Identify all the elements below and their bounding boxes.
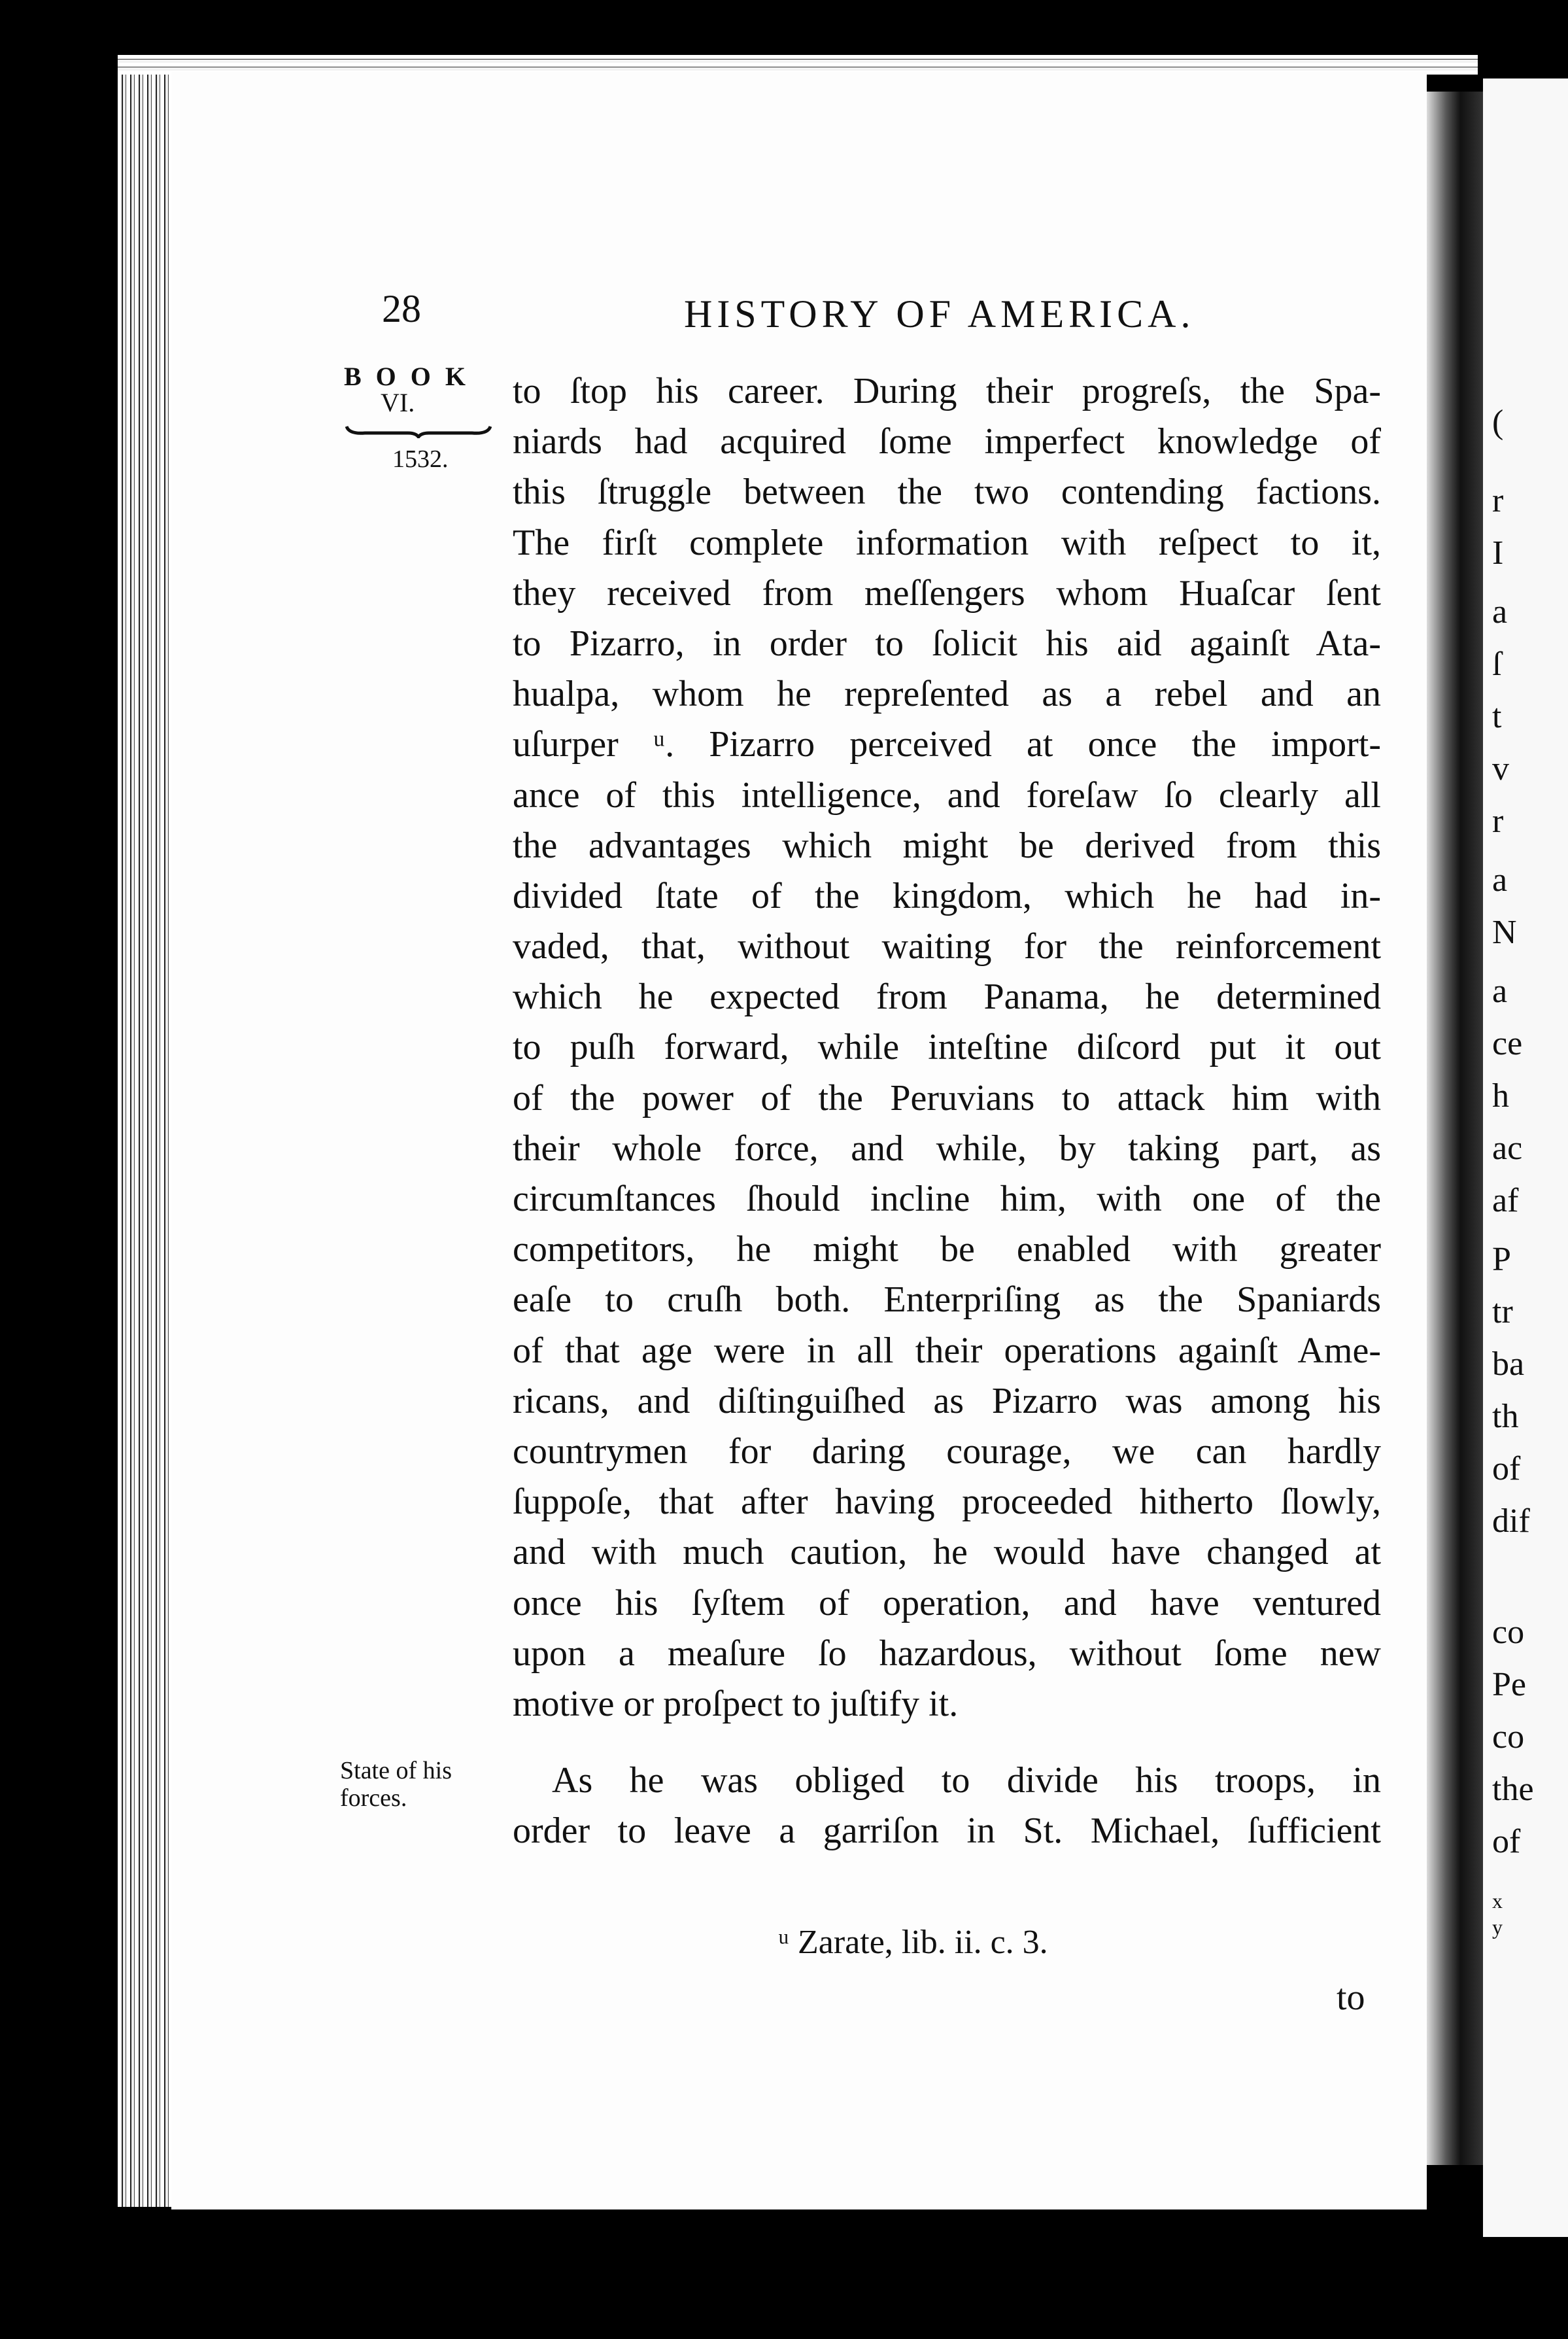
facing-page-fragment-text: Pe bbox=[1492, 1666, 1526, 1703]
second-paragraph bbox=[513, 1756, 1381, 1856]
facing-page-fragment-text: I bbox=[1492, 534, 1504, 572]
book-gutter bbox=[1427, 92, 1483, 2165]
facing-page-fragment-text: of bbox=[1492, 1450, 1521, 1487]
text-line: this ſtruggle between the two contending factions. bbox=[513, 472, 1381, 513]
text-line: and with much caution, he would have changed at bbox=[513, 1532, 1381, 1573]
text-line: As he was obliged to divide his troops, in bbox=[552, 1760, 1381, 1801]
facing-page-fragment-text: t bbox=[1492, 698, 1502, 735]
facing-page-fragment-text: a bbox=[1492, 593, 1508, 631]
catchword: to bbox=[1337, 1977, 1365, 2018]
facing-page-fragment-text: of bbox=[1492, 1823, 1521, 1860]
text-line: circumſtances ſhould incline him, with one of the bbox=[513, 1179, 1381, 1219]
text-line: which he expected from Panama, he determined bbox=[513, 977, 1381, 1018]
main-paragraph bbox=[513, 366, 1381, 1729]
facing-page-fragment-text: P bbox=[1492, 1241, 1511, 1278]
facing-page-fragment-text: ac bbox=[1492, 1130, 1523, 1167]
text-line: order to leave a garriſon in St. Michael, ſufficient bbox=[513, 1811, 1381, 1852]
text-line: competitors, he might be enabled with greater bbox=[513, 1229, 1381, 1270]
facing-page-fragment-text: v bbox=[1492, 750, 1509, 788]
facing-page-fragment-text: dif bbox=[1492, 1502, 1530, 1540]
running-title: HISTORY OF AMERICA. bbox=[684, 292, 1195, 336]
margin-year: 1532. bbox=[392, 445, 449, 473]
facing-page-fragment-text: a bbox=[1492, 973, 1508, 1010]
margin-side-note bbox=[340, 1757, 452, 1812]
text-line: countrymen for daring courage, we can hardly bbox=[513, 1430, 1381, 1472]
side-note-line: State of his bbox=[340, 1757, 452, 1784]
text-line: of the power of the Peruvians to attack him with bbox=[513, 1077, 1381, 1118]
facing-page-fragment-text: a bbox=[1492, 861, 1508, 899]
text-line: The firſt complete information with reſpect to it, bbox=[513, 522, 1381, 563]
text-line: eaſe to cruſh both. Enterpriſing as the Spaniards bbox=[513, 1279, 1381, 1321]
facing-page-fragment-text: x bbox=[1492, 1889, 1503, 1913]
text-line: to puſh forward, while inteſtine diſcord put it out bbox=[513, 1027, 1381, 1068]
text-line: ſuppoſe, that after having proceeded hitherto ſlowly, bbox=[513, 1481, 1381, 1523]
text-line: niards had acquired ſome imperfect knowledge of bbox=[513, 421, 1381, 462]
text-line: the advantages which might be derived from this bbox=[513, 825, 1381, 866]
facing-page-fragment-text: ce bbox=[1492, 1025, 1523, 1062]
text-line: of that age were in all their operations againſt Ame- bbox=[513, 1330, 1381, 1371]
facing-page-fragment-text: ( bbox=[1492, 404, 1504, 441]
facing-page-fragment-text: af bbox=[1492, 1182, 1519, 1219]
text-line: divided ſtate of the kingdom, which he had in- bbox=[513, 875, 1381, 916]
brace-ornament-icon bbox=[345, 424, 492, 438]
facing-page-fragment-text: ſ bbox=[1492, 646, 1502, 683]
facing-page-fragment-text: co bbox=[1492, 1718, 1525, 1756]
text-line: upon a meaſure ſo hazardous, without ſome new bbox=[513, 1633, 1381, 1674]
page-number: 28 bbox=[382, 287, 421, 330]
text-line: they received from meſſengers whom Huaſcar ſent bbox=[513, 572, 1381, 614]
facing-page-fragment-text: the bbox=[1492, 1771, 1534, 1808]
side-note-line: forces. bbox=[340, 1784, 407, 1812]
facing-page-fragment-text: ba bbox=[1492, 1345, 1525, 1383]
text-line: their whole force, and while, by taking part, as bbox=[513, 1128, 1381, 1169]
facing-page-fragment-text: r bbox=[1492, 803, 1504, 840]
margin-book-number: VI. bbox=[381, 388, 415, 417]
text-line: ance of this intelligence, and foreſaw ſo clearly all bbox=[513, 774, 1381, 816]
page-stack-edge bbox=[118, 55, 177, 2207]
text-line: vaded, that, without waiting for the reinforcement bbox=[513, 926, 1381, 967]
text-line: ricans, and diſtinguiſhed as Pizarro was among his bbox=[513, 1380, 1381, 1421]
text-line: hualpa, whom he repreſented as a rebel and an bbox=[513, 674, 1381, 715]
facing-page-fragment-text: tr bbox=[1492, 1293, 1513, 1330]
facing-page-fragment-text: co bbox=[1492, 1614, 1525, 1651]
text-line: uſurper ᵘ. Pizarro perceived at once the import- bbox=[513, 724, 1381, 765]
facing-page-fragment-text: y bbox=[1492, 1915, 1503, 1939]
text-line: motive or proſpect to juſtify it. bbox=[513, 1683, 959, 1724]
footnote: ᵘ Zarate, lib. ii. c. 3. bbox=[778, 1924, 1048, 1961]
facing-page-fragment-text: r bbox=[1492, 482, 1504, 519]
margin-book-label: BOOK bbox=[344, 362, 481, 391]
facing-page-fragment bbox=[1483, 78, 1568, 2237]
facing-page-fragment-text: N bbox=[1492, 914, 1517, 951]
text-line: to Pizarro, in order to ſolicit his aid againſt Ata- bbox=[513, 623, 1381, 664]
text-line: once his ſyſtem of operation, and have ventured bbox=[513, 1582, 1381, 1623]
text-line: to ſtop his career. During their progreſs, the Spa- bbox=[513, 371, 1381, 411]
facing-page-fragment-text: th bbox=[1492, 1398, 1519, 1435]
facing-page-fragment-text: h bbox=[1492, 1077, 1509, 1115]
